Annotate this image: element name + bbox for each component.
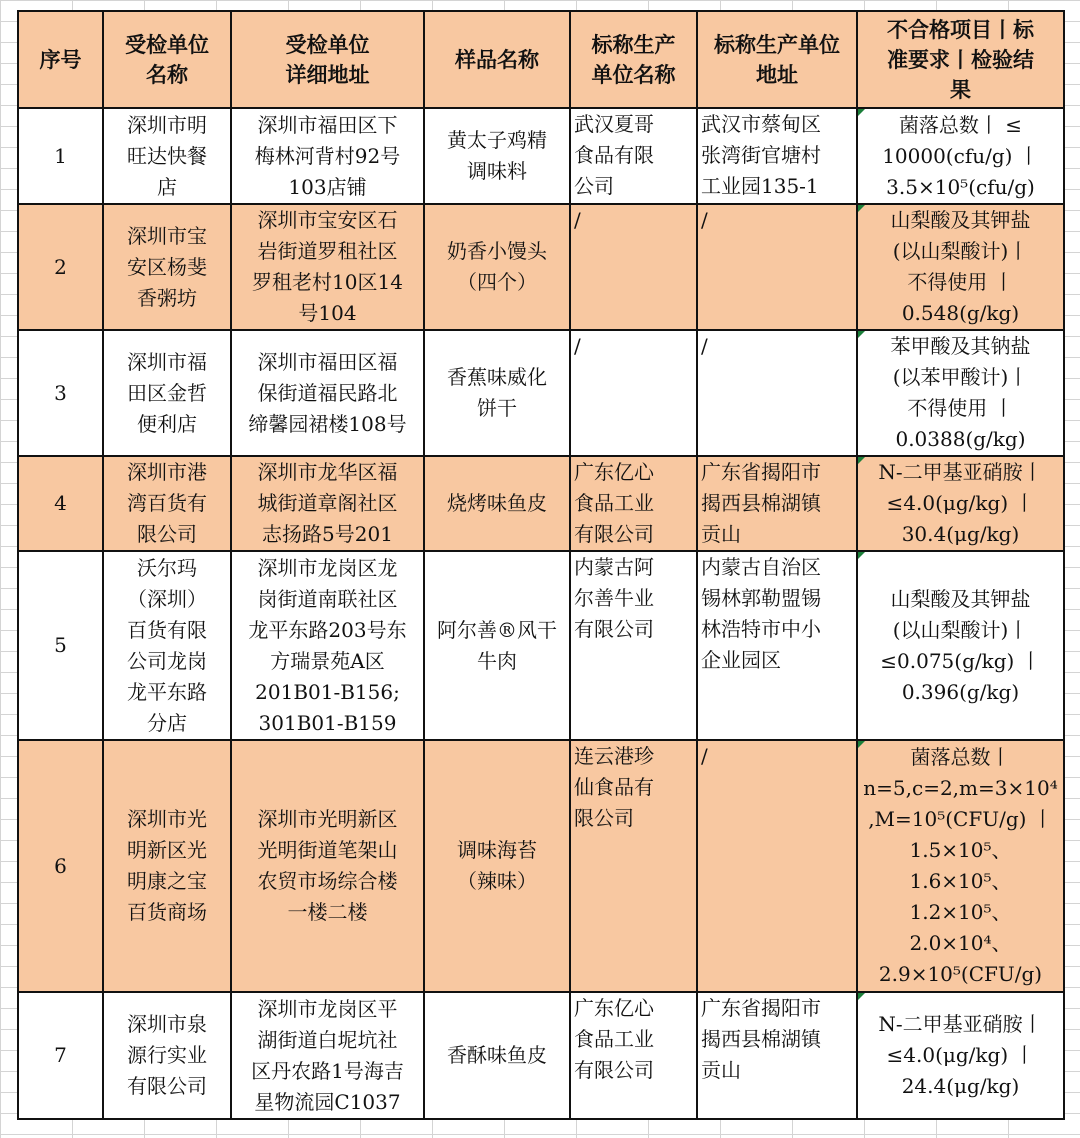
cell-failed-item-line: 0.0388(g/kg): [895, 427, 1026, 451]
cell-unit-address-line: 梅林河背村92号: [254, 143, 401, 168]
cell-manufacturer[interactable]: [570, 456, 697, 551]
cell-unit-address-line: 岗街道南联社区: [257, 586, 398, 611]
cell-unit-address-line: 一楼二楼: [287, 900, 368, 924]
cell-manufacturer-line: 有限公司: [574, 617, 654, 641]
cell-failed-item-line: 0.396(g/kg): [901, 679, 1020, 704]
cell-failed-item-line: ≤4.0(μg/kg) 丨: [886, 491, 1035, 515]
header-unit-name[interactable]: 受检单位 名称: [103, 11, 231, 108]
cell-unit-name-line: 沃尔玛: [137, 555, 197, 580]
header-row: [18, 11, 1064, 108]
cell-failed-item-line: N-二甲基亚硝胺丨: [878, 460, 1043, 484]
cell-failed-item-line: 3.5×10⁵(cfu/g): [886, 174, 1035, 199]
cell-failed-item[interactable]: [857, 330, 1064, 456]
cell-unit-name-line: 明新区光: [127, 838, 207, 862]
cell-manufacturer-address-line: 张湾街官塘村: [701, 143, 821, 167]
cell-manufacturer-address-line: 揭西县棉湖镇: [701, 491, 821, 515]
cell-failed-item-line: 24.4(μg/kg): [901, 1074, 1020, 1098]
cell-unit-name-line: 旺达快餐: [127, 143, 207, 168]
cell-sample-name[interactable]: [424, 330, 570, 456]
cell-failed-item-line: 菌落总数丨: [910, 745, 1011, 769]
cell-unit-address-line: 方瑞景苑A区: [270, 648, 385, 673]
header-unit-address[interactable]: 受检单位 详细地址: [231, 11, 424, 108]
cell-unit-address[interactable]: [231, 992, 424, 1119]
cell-unit-address-line: 农贸市场综合楼: [257, 869, 398, 893]
cell-failed-item-line: 苯甲酸及其钠盐: [890, 334, 1031, 358]
cell-no[interactable]: [18, 740, 103, 992]
cell-failed-item-line: 2.0×10⁴、: [909, 931, 1012, 955]
cell-sample-name-line: 烧烤味鱼皮: [447, 491, 547, 515]
header-sample-name[interactable]: 样品名称: [424, 11, 570, 108]
cell-manufacturer-line: /: [574, 334, 581, 358]
cell-unit-address-line: 深圳市龙岗区平: [257, 996, 398, 1021]
cell-unit-address-line: 城街道章阁社区: [257, 491, 398, 515]
cell-manufacturer[interactable]: [570, 740, 697, 992]
cell-unit-name-line: 龙平东路: [127, 679, 207, 704]
cell-manufacturer-address[interactable]: [697, 992, 857, 1119]
cell-no-line: 2: [54, 254, 67, 279]
cell-unit-address-line: 301B01-B159: [258, 710, 397, 735]
header-manufacturer[interactable]: 标称生产 单位名称: [570, 11, 697, 108]
cell-manufacturer-address-line: /: [701, 744, 708, 768]
cell-no[interactable]: [18, 551, 103, 740]
cell-unit-name-line: 百货有限: [127, 617, 207, 642]
cell-failed-item-line: 1.6×10⁵、: [909, 869, 1012, 893]
cell-manufacturer[interactable]: [570, 108, 697, 204]
cell-sample-name[interactable]: [424, 456, 570, 551]
cell-unit-name-line: 便利店: [137, 411, 197, 436]
cell-failed-item[interactable]: [857, 456, 1064, 551]
cell-failed-item[interactable]: [857, 551, 1064, 740]
cell-unit-name[interactable]: [103, 740, 231, 992]
cell-sample-name-line: 黄太子鸡精: [447, 128, 547, 152]
cell-manufacturer-line: 食品工业: [574, 491, 654, 515]
cell-unit-name-line: 源行实业: [127, 1043, 207, 1067]
cell-failed-item-line: (以苯甲酸计)丨: [892, 365, 1029, 389]
table-row: [18, 330, 1064, 456]
cell-unit-name-line: 深圳市明: [127, 112, 207, 137]
cell-manufacturer-address-line: 内蒙古自治区: [701, 555, 821, 579]
cell-unit-name-line: 公司龙岗: [127, 648, 207, 673]
cell-manufacturer-line: 有限公司: [574, 1058, 654, 1082]
cell-failed-item[interactable]: [857, 992, 1064, 1119]
cell-no-line: 7: [54, 1043, 67, 1067]
table-row: [18, 204, 1064, 330]
cell-unit-address[interactable]: [231, 551, 424, 740]
table-row: [18, 456, 1064, 551]
cell-unit-name-line: 田区金哲: [127, 380, 207, 405]
cell-manufacturer-address-line: /: [701, 334, 708, 358]
cell-manufacturer-address-line: 企业园区: [701, 648, 781, 672]
cell-failed-item-line: 不得使用 丨: [907, 396, 1014, 420]
cell-unit-name-line: 深圳市光: [127, 807, 207, 831]
cell-no-line: 5: [54, 633, 67, 657]
header-manufacturer-address[interactable]: 标称生产单位 地址: [697, 11, 857, 108]
cell-sample-name[interactable]: [424, 551, 570, 740]
cell-unit-address-line: 光明街道笔架山: [257, 838, 398, 862]
cell-manufacturer-line: 连云港珍: [574, 744, 654, 768]
cell-failed-item-line: (以山梨酸计)丨: [892, 617, 1029, 642]
cell-manufacturer[interactable]: [570, 992, 697, 1119]
cell-no[interactable]: [18, 330, 103, 456]
inspection-results-table: [17, 10, 1065, 1120]
cell-unit-name-line: 限公司: [137, 522, 197, 546]
cell-failed-item-line: ≤0.075(g/kg) 丨: [880, 648, 1041, 673]
cell-manufacturer-address[interactable]: [697, 108, 857, 204]
cell-unit-address-line: 深圳市龙华区福: [257, 460, 398, 484]
cell-sample-name-line: 调味料: [467, 159, 527, 183]
cell-unit-address-line: 岩街道罗租社区: [257, 239, 398, 263]
cell-unit-address-line: 号104: [298, 301, 357, 325]
cell-unit-address-line: 201B01-B156;: [255, 679, 400, 704]
cell-unit-name[interactable]: [103, 108, 231, 204]
cell-manufacturer-address-line: /: [701, 208, 708, 232]
cell-manufacturer-line: 仙食品有: [574, 775, 654, 799]
cell-unit-name-line: 分店: [147, 710, 187, 735]
cell-manufacturer-line: 有限公司: [574, 522, 654, 546]
table-row: [18, 992, 1064, 1119]
cell-unit-name[interactable]: [103, 551, 231, 740]
cell-manufacturer[interactable]: [570, 330, 697, 456]
cell-unit-address[interactable]: [231, 740, 424, 992]
cell-failed-item-line: N-二甲基亚硝胺丨: [878, 1012, 1043, 1036]
cell-failed-item-line: 山梨酸及其钾盐: [890, 208, 1031, 232]
cell-manufacturer[interactable]: [570, 204, 697, 330]
cell-manufacturer-address[interactable]: [697, 456, 857, 551]
cell-unit-name-line: （深圳）: [127, 586, 207, 611]
cell-manufacturer-address-line: 广东省揭阳市: [701, 996, 821, 1020]
cell-unit-address-line: 深圳市福田区福: [257, 349, 398, 374]
cell-failed-item-line: 菌落总数丨 ≤: [898, 112, 1023, 137]
cell-manufacturer-address-line: 武汉市蔡甸区: [701, 112, 821, 136]
cell-unit-address-line: 星物流园C1037: [254, 1089, 401, 1114]
cell-sample-name[interactable]: [424, 992, 570, 1119]
cell-sample-name-line: 阿尔善®风干: [437, 617, 557, 642]
cell-unit-address-line: 湖街道白坭坑社: [257, 1027, 398, 1052]
cell-unit-name-line: 香粥坊: [137, 285, 197, 310]
cell-sample-name-line: 牛肉: [477, 648, 517, 673]
cell-unit-name-line: 深圳市港: [127, 460, 207, 484]
cell-unit-address[interactable]: [231, 456, 424, 551]
cell-unit-name-line: 百货商场: [127, 900, 207, 924]
header-failed-item[interactable]: 不合格项目丨标 准要求丨检验结 果: [857, 11, 1064, 108]
cell-no-line: 4: [54, 491, 67, 515]
cell-manufacturer-address-line: 林浩特市中小: [701, 617, 821, 641]
cell-no[interactable]: [18, 456, 103, 551]
cell-failed-item-line: ,M=10⁵(CFU/g) 丨: [868, 807, 1053, 831]
cell-unit-address-line: 深圳市宝安区石: [257, 208, 398, 232]
cell-failed-item-line: 不得使用 丨: [907, 270, 1014, 294]
cell-unit-address-line: 罗租老村10区14: [252, 270, 403, 294]
cell-manufacturer-address-line: 锡林郭勒盟锡: [701, 586, 821, 610]
cell-unit-name[interactable]: [103, 456, 231, 551]
cell-sample-name-line: 香蕉味威化: [447, 365, 547, 389]
cell-failed-item-line: n=5,c=2,m=3×10⁴: [863, 776, 1058, 800]
cell-failed-item-line: 0.548(g/kg): [901, 301, 1020, 325]
cell-unit-name[interactable]: [103, 204, 231, 330]
cell-manufacturer-address[interactable]: [697, 204, 857, 330]
cell-manufacturer-line: 食品有限: [574, 143, 654, 167]
cell-manufacturer-line: 广东亿心: [574, 996, 654, 1020]
cell-manufacturer-address-line: 工业园135-1: [701, 174, 819, 198]
cell-manufacturer-address[interactable]: [697, 740, 857, 992]
cell-manufacturer-line: 武汉夏哥: [574, 112, 654, 136]
cell-manufacturer-line: 公司: [574, 174, 614, 198]
cell-sample-name-line: （四个）: [457, 270, 537, 294]
cell-unit-name-line: 明康之宝: [127, 869, 207, 893]
cell-manufacturer-line: 限公司: [574, 806, 634, 830]
cell-unit-address[interactable]: [231, 204, 424, 330]
cell-manufacturer-line: 食品工业: [574, 1027, 654, 1051]
cell-unit-address-line: 深圳市福田区下: [257, 112, 398, 137]
cell-unit-address-line: 深圳市光明新区: [257, 807, 398, 831]
cell-unit-address-line: 龙平东路203号东: [248, 617, 407, 642]
cell-failed-item-line: 1.5×10⁵、: [909, 838, 1012, 862]
cell-manufacturer-address[interactable]: [697, 330, 857, 456]
cell-manufacturer[interactable]: [570, 551, 697, 740]
cell-sample-name[interactable]: [424, 108, 570, 204]
cell-no[interactable]: [18, 204, 103, 330]
cell-no-line: 6: [54, 853, 67, 878]
cell-failed-item[interactable]: [857, 740, 1064, 992]
cell-failed-item[interactable]: [857, 108, 1064, 204]
cell-sample-name-line: （辣味）: [457, 869, 537, 893]
cell-failed-item-line: ≤4.0(μg/kg) 丨: [886, 1043, 1035, 1067]
cell-unit-name-line: 有限公司: [127, 1074, 207, 1098]
cell-no-line: 3: [54, 380, 67, 405]
cell-manufacturer-address-line: 贡山: [701, 1058, 741, 1082]
cell-sample-name-line: 调味海苔: [457, 838, 537, 862]
cell-no[interactable]: [18, 992, 103, 1119]
table-row: [18, 740, 1064, 992]
cell-manufacturer-line: 尔善牛业: [574, 586, 654, 610]
cell-manufacturer-address-line: 揭西县棉湖镇: [701, 1027, 821, 1051]
cell-unit-address-line: 区丹农路1号海吉: [251, 1058, 404, 1083]
cell-no[interactable]: [18, 108, 103, 204]
table-row: [18, 551, 1064, 740]
cell-unit-address[interactable]: [231, 108, 424, 204]
cell-sample-name-line: 奶香小馒头: [447, 239, 547, 263]
cell-unit-name-line: 安区杨斐: [127, 254, 207, 279]
cell-failed-item[interactable]: [857, 204, 1064, 330]
cell-failed-item-line: 30.4(μg/kg): [901, 522, 1020, 546]
cell-unit-name[interactable]: [103, 330, 231, 456]
cell-manufacturer-line: 广东亿心: [574, 460, 654, 484]
cell-manufacturer-line: 内蒙古阿: [574, 555, 654, 579]
cell-sample-name[interactable]: [424, 204, 570, 330]
cell-failed-item-line: 10000(cfu/g) 丨: [882, 143, 1039, 168]
cell-unit-name-line: 深圳市泉: [127, 1012, 207, 1036]
cell-manufacturer-line: /: [574, 208, 581, 232]
cell-failed-item-line: (以山梨酸计)丨: [892, 239, 1029, 263]
cell-unit-name[interactable]: [103, 992, 231, 1119]
cell-unit-name-line: 深圳市宝: [127, 223, 207, 248]
cell-unit-address[interactable]: [231, 330, 424, 456]
cell-sample-name-line: 香酥味鱼皮: [447, 1043, 547, 1067]
cell-unit-address-line: 深圳市龙岗区龙: [257, 555, 398, 580]
cell-unit-address-line: 103店铺: [288, 174, 367, 199]
cell-unit-address-line: 志扬路5号201: [262, 522, 393, 546]
cell-unit-name-line: 店: [157, 174, 177, 199]
cell-unit-name-line: 深圳市福: [127, 349, 207, 374]
header-no[interactable]: 序号: [18, 11, 103, 108]
cell-manufacturer-address-line: 广东省揭阳市: [701, 460, 821, 484]
cell-unit-address-line: 保街道福民路北: [257, 380, 398, 405]
cell-no-line: 1: [54, 143, 67, 168]
cell-unit-address-line: 缔馨园裙楼108号: [248, 411, 407, 436]
cell-manufacturer-address-line: 贡山: [701, 522, 741, 546]
cell-unit-name-line: 湾百货有: [127, 491, 207, 515]
table-row: [18, 108, 1064, 204]
cell-manufacturer-address[interactable]: [697, 551, 857, 740]
cell-sample-name[interactable]: [424, 740, 570, 992]
cell-failed-item-line: 2.9×10⁵(CFU/g): [878, 962, 1043, 986]
cell-failed-item-line: 1.2×10⁵、: [909, 900, 1012, 924]
cell-failed-item-line: 山梨酸及其钾盐: [890, 586, 1031, 611]
cell-sample-name-line: 饼干: [477, 396, 517, 420]
